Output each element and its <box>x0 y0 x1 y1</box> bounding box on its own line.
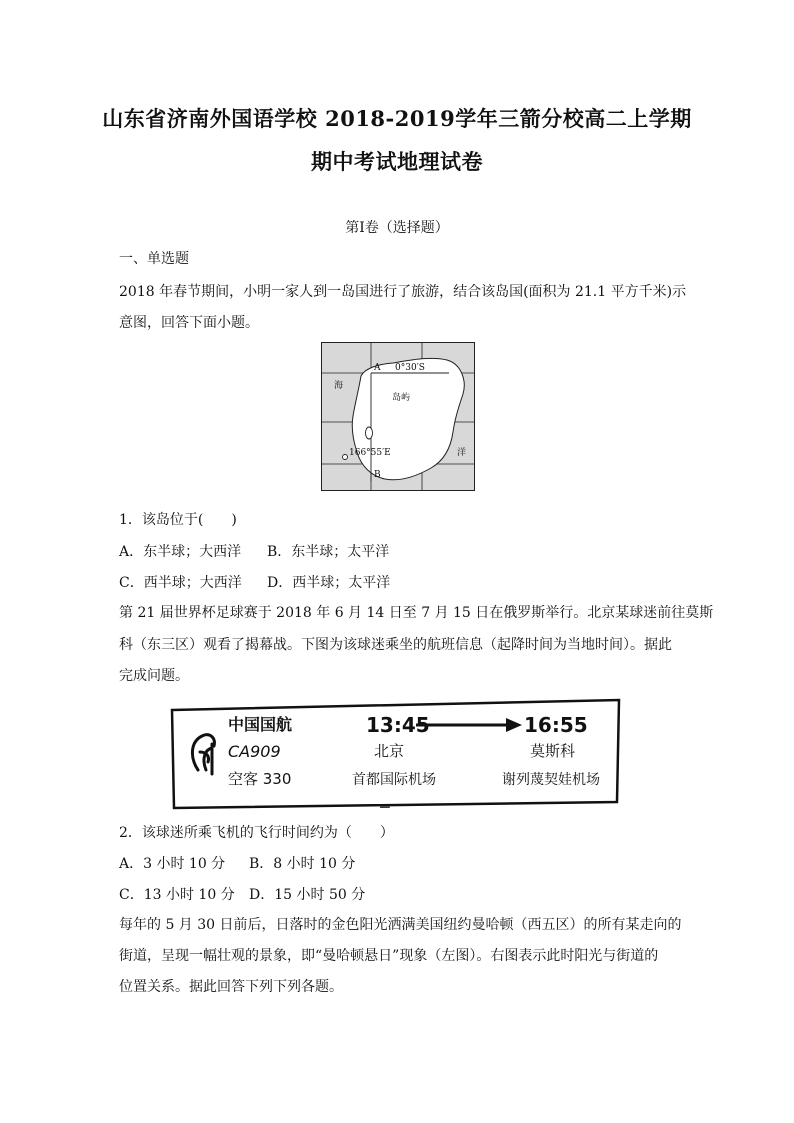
flight-board <box>170 698 622 810</box>
q1-stem: 1．该岛位于( ) <box>119 512 237 528</box>
document-title-line1: 山东省济南外国语学校 2018-2019学年三箭分校高二上学期 <box>102 106 692 131</box>
document-title-line2: 期中考试地理试卷 <box>311 149 483 174</box>
arrival-airport: 谢列蔑契娃机场 <box>502 772 600 788</box>
q2-option-b: B．8 小时 10 分 <box>249 856 356 872</box>
town-dot <box>343 455 348 460</box>
intro2-line1: 第 21 届世界杯足球赛于 2018 年 6 月 14 日至 7 月 15 日在俄罗斯举行。北京某球迷前往莫斯 <box>119 605 714 621</box>
intro3-line2: 街道，呈现一幅壮观的景象，即“曼哈顿悬日”现象（左图）。右图表示此时阳光与街道的 <box>119 948 659 964</box>
q1-options-row2 <box>119 572 390 592</box>
q2-option-a: A．3 小时 10 分 <box>119 856 226 872</box>
intro1-line1: 2018 年春节期间，小明一家人到一岛国进行了旅游，结合该岛国(面积为 21.1 平方千米)示 <box>119 284 687 300</box>
intro3-line1: 每年的 5 月 30 日前后，日落时的金色阳光洒满美国纽约曼哈顿（西五区）的所有某走向的 <box>119 917 682 933</box>
flight-number: CA909 <box>228 742 281 761</box>
q1-option-b: B．东半球；太平洋 <box>267 544 390 560</box>
intro1-line2: 意图，回答下面小题。 <box>119 315 259 331</box>
arrival-time: 16:55 <box>524 713 588 737</box>
airline-name: 中国国航 <box>228 715 293 734</box>
q2-options-row1 <box>119 853 355 873</box>
figure-caption-mark: ━━ <box>380 803 390 812</box>
departure-city: 北京 <box>374 742 405 760</box>
departure-time: 13:45 <box>366 713 430 737</box>
q2-options-row2 <box>119 884 365 904</box>
island-map <box>321 342 475 491</box>
lake-shape <box>366 427 373 439</box>
label-sea: 海 <box>334 381 344 391</box>
label-longitude: 166°55′E <box>349 448 391 458</box>
q1-option-c: C．西半球；大西洋 <box>119 575 242 591</box>
q2-stem: 2．该球迷所乘飞机的飞行时间约为（ ） <box>119 825 394 841</box>
intro2-line3: 完成问题。 <box>119 668 189 684</box>
intro3-line3: 位置关系。据此回答下列下列各题。 <box>119 979 343 995</box>
arrival-city: 莫斯科 <box>530 742 576 760</box>
aircraft-type: 空客 330 <box>228 770 292 788</box>
label-a: A <box>374 363 381 373</box>
part-heading: 一、单选题 <box>119 251 189 267</box>
q1-option-d: D．西半球；太平洋 <box>267 575 391 591</box>
label-island: 岛屿 <box>392 393 411 403</box>
section-title: 第Ⅰ卷（选择题） <box>345 220 449 236</box>
q2-option-d: D．15 小时 50 分 <box>249 887 366 903</box>
label-b: B <box>374 470 381 480</box>
q1-options-row1 <box>119 541 389 561</box>
label-ocean: 洋 <box>457 448 467 458</box>
label-latitude: 0°30′S <box>395 363 425 373</box>
q2-option-c: C．13 小时 10 分 <box>119 887 235 903</box>
departure-airport: 首都国际机场 <box>352 772 436 788</box>
intro2-line2: 科（东三区）观看了揭幕战。下图为该球迷乘坐的航班信息（起降时间为当地时间）。据此 <box>119 637 672 653</box>
q1-option-a: A．东半球；大西洋 <box>119 544 242 560</box>
